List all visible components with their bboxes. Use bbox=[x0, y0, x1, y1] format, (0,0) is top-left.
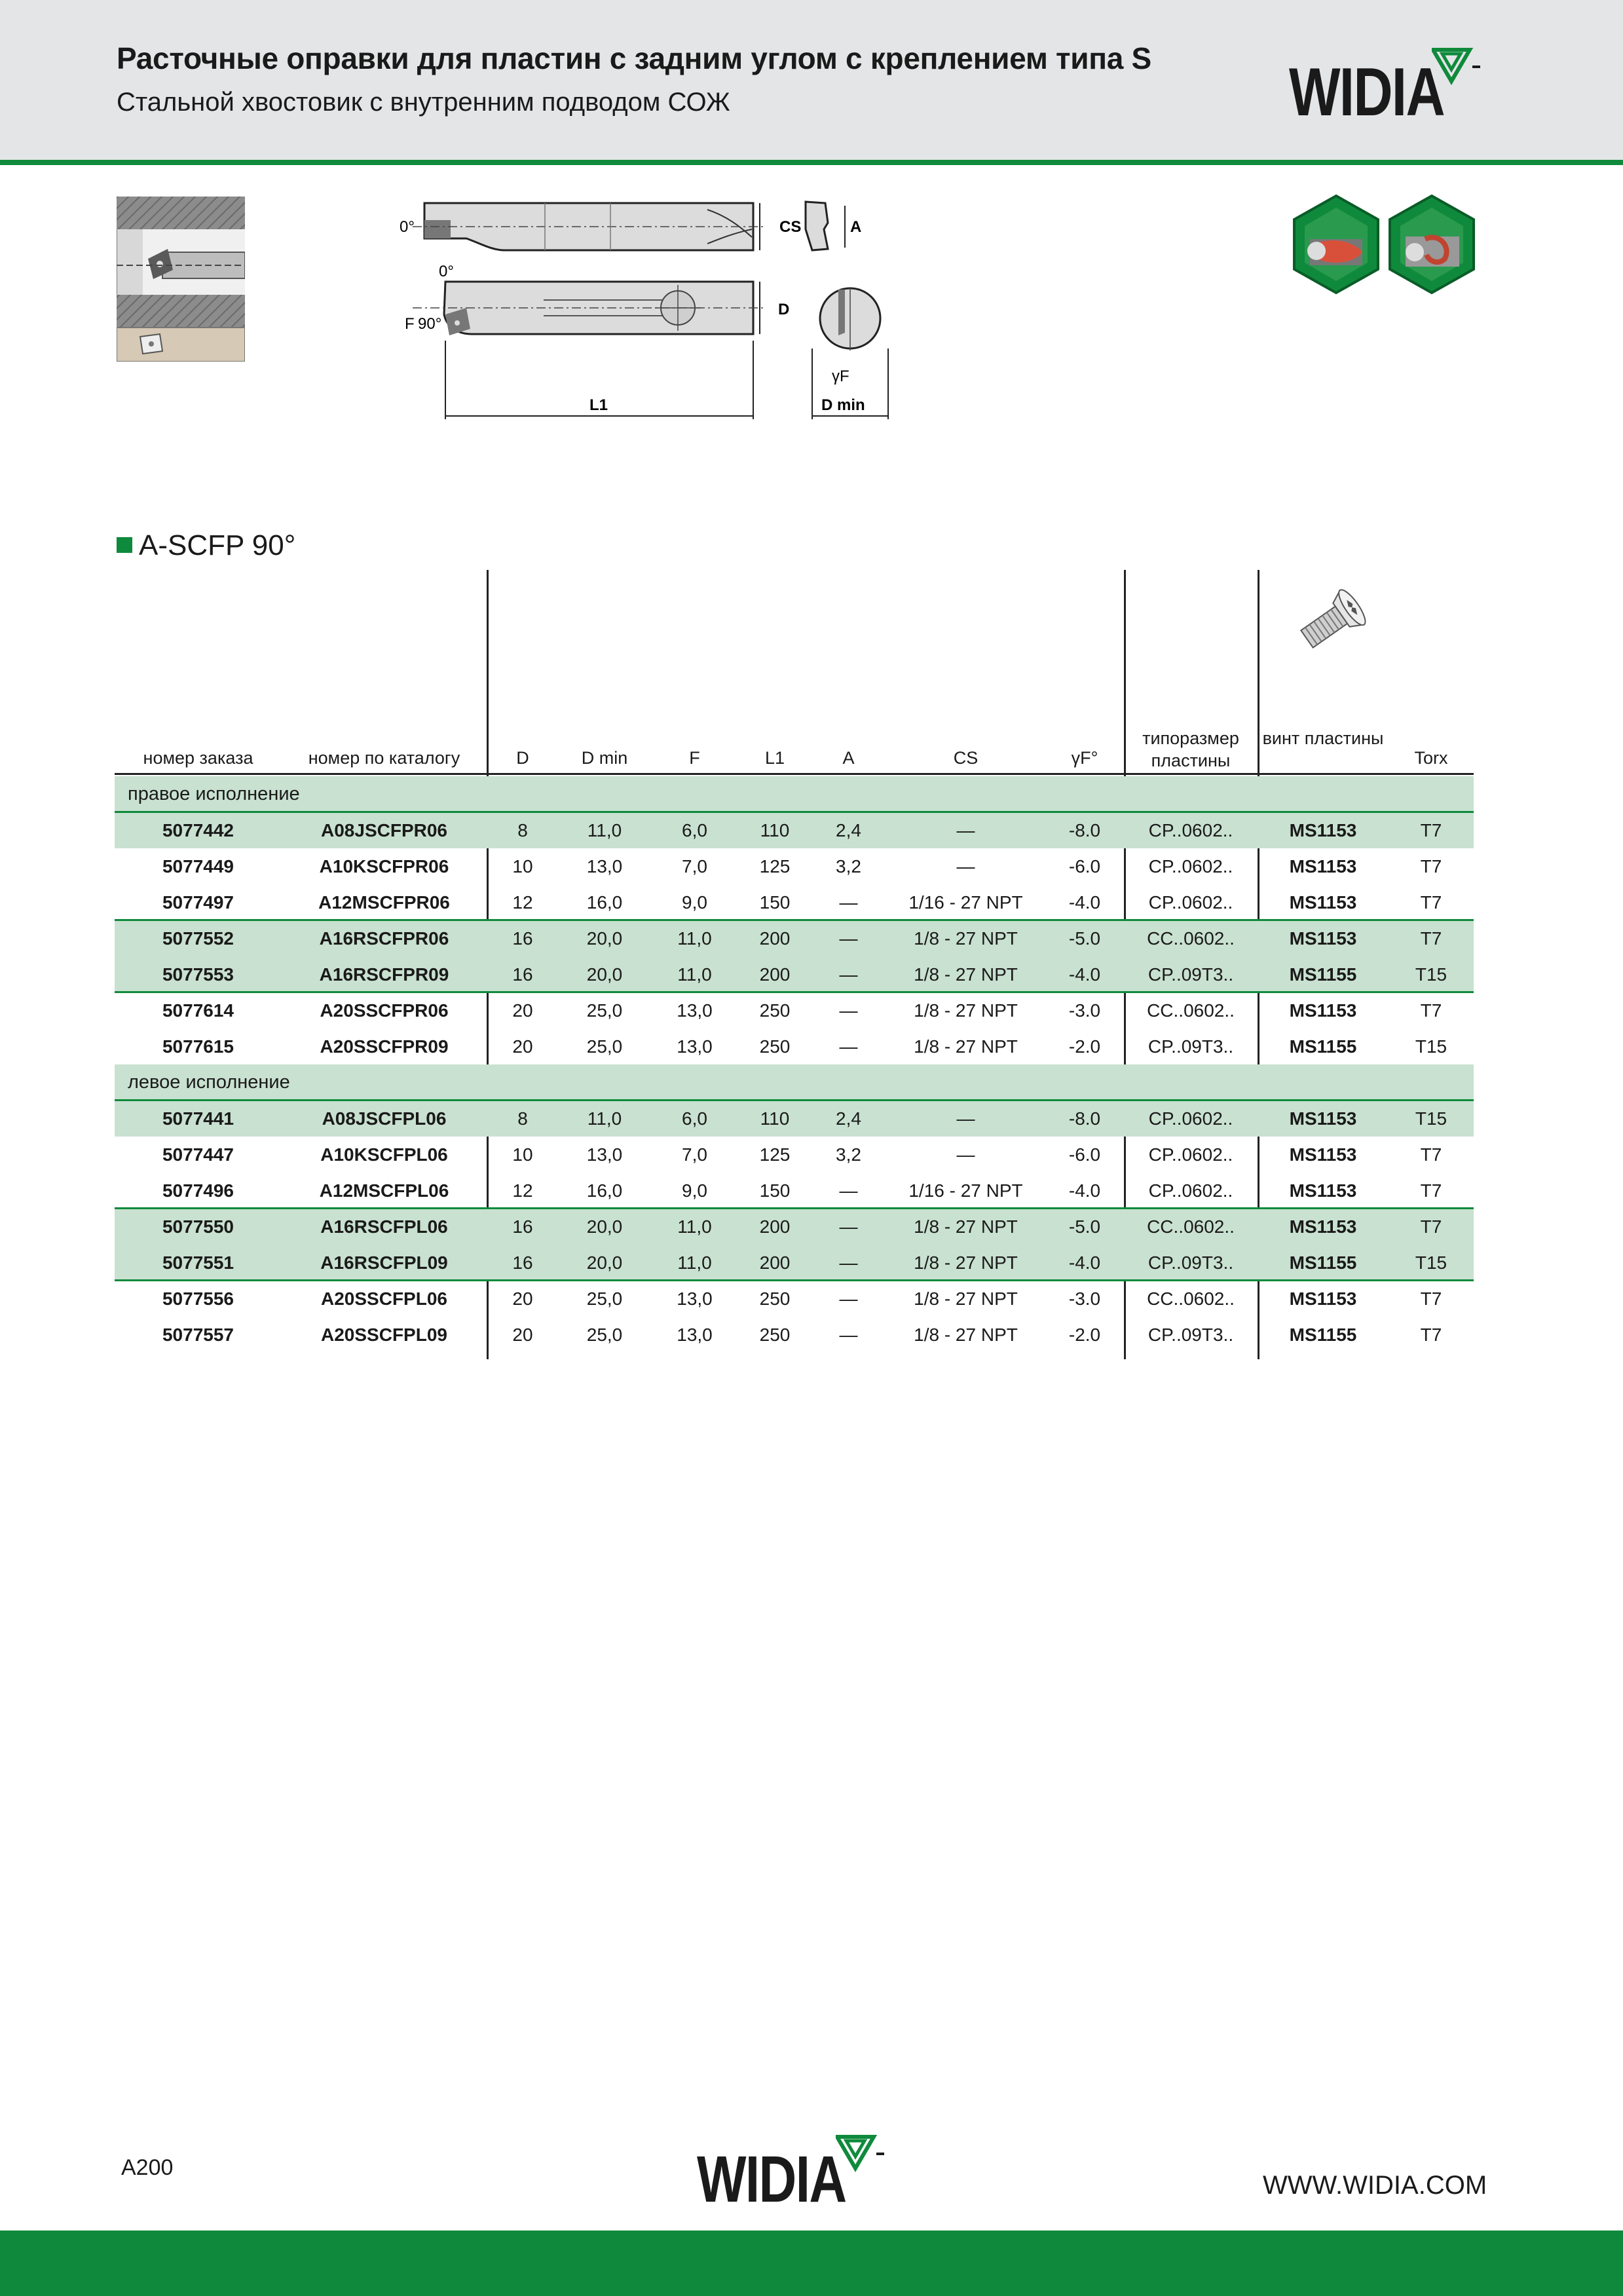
cell-d: 10 bbox=[512, 1144, 533, 1165]
cell-l1: 200 bbox=[739, 1245, 811, 1281]
cell-torx: T7 bbox=[1389, 812, 1474, 848]
dim-angle-mid: 0° bbox=[439, 263, 454, 280]
cell-torx: T15 bbox=[1389, 1245, 1474, 1281]
dim-gf: γF bbox=[832, 367, 849, 385]
cell-insert-screw: MS1153 bbox=[1258, 1101, 1389, 1137]
cell-l1: 250 bbox=[759, 1000, 791, 1021]
cell-insert-screw: MS1153 bbox=[1258, 1209, 1389, 1245]
cell-torx: T15 bbox=[1389, 956, 1474, 992]
logo-triangles-icon bbox=[1432, 47, 1484, 86]
cell-d: 20 bbox=[512, 1288, 533, 1309]
cell-insert-size: CP..0602.. bbox=[1124, 812, 1258, 848]
cell-insert-screw: MS1153 bbox=[1289, 1288, 1357, 1309]
cell-gf: -5.0 bbox=[1045, 1209, 1124, 1245]
cell-d: 12 bbox=[512, 892, 533, 913]
cell-insert-size: CC..0602.. bbox=[1147, 1000, 1235, 1021]
cell-cs: 1/8 - 27 NPT bbox=[886, 1245, 1045, 1281]
cell-order-no: 5077553 bbox=[115, 956, 282, 992]
products-table bbox=[115, 776, 1474, 1353]
cell-torx: T7 bbox=[1420, 1324, 1442, 1345]
row-group-divider bbox=[115, 1207, 1474, 1209]
cell-dmin: 20,0 bbox=[559, 956, 650, 992]
cell-a: — bbox=[811, 956, 886, 992]
table-row bbox=[115, 992, 1474, 1028]
table-row bbox=[115, 1137, 1474, 1173]
cell-insert-screw: MS1155 bbox=[1258, 1245, 1389, 1281]
cell-f: 7,0 bbox=[682, 1144, 707, 1165]
cell-cs: — bbox=[956, 1144, 975, 1165]
coolant-icon bbox=[1290, 193, 1382, 295]
cell-order-no: 5077614 bbox=[162, 1000, 234, 1021]
cell-l1: 110 bbox=[739, 1101, 811, 1137]
cell-l1: 250 bbox=[759, 1288, 791, 1309]
widia-logo bbox=[1289, 47, 1479, 130]
cell-dmin: 16,0 bbox=[586, 1180, 623, 1201]
cell-insert-screw: MS1155 bbox=[1258, 956, 1389, 992]
cell-insert-size: CP..09T3.. bbox=[1124, 956, 1258, 992]
cell-catalog-no: A10KSCFPL06 bbox=[320, 1144, 448, 1165]
cell-gf: -6.0 bbox=[1068, 856, 1101, 876]
row-group-divider bbox=[115, 1099, 1474, 1101]
cell-insert-screw: MS1153 bbox=[1258, 812, 1389, 848]
cell-gf: -3.0 bbox=[1068, 1288, 1101, 1309]
cell-torx: T7 bbox=[1420, 1180, 1442, 1201]
cell-order-no: 5077441 bbox=[115, 1101, 282, 1137]
cell-dmin: 11,0 bbox=[559, 812, 650, 848]
group-header-row bbox=[115, 1064, 1474, 1101]
dim-a: A bbox=[850, 218, 862, 236]
cell-f: 6,0 bbox=[650, 1101, 739, 1137]
col-d: D bbox=[516, 748, 529, 768]
cell-l1: 250 bbox=[759, 1036, 791, 1057]
cell-insert-screw: MS1153 bbox=[1289, 892, 1357, 913]
cell-catalog-no: A16RSCFPR06 bbox=[282, 920, 487, 956]
cell-a: — bbox=[839, 1288, 858, 1309]
col-f: F bbox=[689, 748, 700, 768]
cell-f: 13,0 bbox=[677, 1288, 713, 1309]
header-divider bbox=[0, 160, 1623, 165]
cell-insert-screw: MS1153 bbox=[1289, 1144, 1357, 1165]
cell-catalog-no: A16RSCFPL06 bbox=[282, 1209, 487, 1245]
cell-insert-size: CP..0602.. bbox=[1148, 1180, 1233, 1201]
row-group-divider bbox=[115, 991, 1474, 993]
cell-gf: -8.0 bbox=[1045, 1101, 1124, 1137]
cell-f: 11,0 bbox=[650, 956, 739, 992]
cell-order-no: 5077442 bbox=[115, 812, 282, 848]
cell-torx: T7 bbox=[1420, 1144, 1442, 1165]
group-header-row bbox=[115, 776, 1474, 812]
cell-dmin: 20,0 bbox=[559, 1209, 650, 1245]
cell-a: — bbox=[839, 892, 858, 913]
cell-f: 13,0 bbox=[677, 1000, 713, 1021]
footer-bar bbox=[0, 2230, 1623, 2296]
cell-cs: — bbox=[886, 812, 1045, 848]
group-label: левое исполнение bbox=[115, 1064, 1474, 1101]
cell-gf: -4.0 bbox=[1068, 1180, 1101, 1201]
dim-f: F bbox=[405, 315, 415, 333]
cell-f: 7,0 bbox=[682, 856, 707, 876]
cell-cs: 1/8 - 27 NPT bbox=[914, 1036, 1018, 1057]
cell-a: — bbox=[811, 1245, 886, 1281]
table-row bbox=[115, 1245, 1474, 1281]
cell-d: 8 bbox=[487, 1101, 559, 1137]
cell-gf: -8.0 bbox=[1045, 812, 1124, 848]
cell-f: 13,0 bbox=[677, 1324, 713, 1345]
tool-technical-drawing bbox=[393, 190, 891, 426]
col-gf: γF° bbox=[1071, 748, 1098, 768]
cell-dmin: 16,0 bbox=[586, 892, 623, 913]
row-group-divider bbox=[115, 1279, 1474, 1281]
table-row bbox=[115, 1173, 1474, 1209]
cell-dmin: 13,0 bbox=[586, 856, 623, 876]
table-row bbox=[115, 920, 1474, 956]
cell-dmin: 20,0 bbox=[559, 1245, 650, 1281]
table-row bbox=[115, 1281, 1474, 1317]
cell-gf: -4.0 bbox=[1068, 892, 1101, 913]
page-number: A200 bbox=[121, 2155, 174, 2180]
footer-logo-triangles-icon bbox=[836, 2134, 888, 2174]
table-row bbox=[115, 884, 1474, 920]
cell-cs: 1/8 - 27 NPT bbox=[914, 1324, 1018, 1345]
cell-dmin: 11,0 bbox=[559, 1101, 650, 1137]
cell-f: 9,0 bbox=[682, 1180, 707, 1201]
cell-insert-size: CP..0602.. bbox=[1148, 856, 1233, 876]
cell-gf: -2.0 bbox=[1068, 1036, 1101, 1057]
cell-d: 16 bbox=[487, 920, 559, 956]
cell-a: 2,4 bbox=[811, 812, 886, 848]
table-row bbox=[115, 812, 1474, 848]
cell-torx: T7 bbox=[1389, 920, 1474, 956]
cell-insert-screw: MS1153 bbox=[1289, 856, 1357, 876]
cell-insert-size: CP..0602.. bbox=[1148, 1144, 1233, 1165]
cell-insert-size: CP..0602.. bbox=[1124, 1101, 1258, 1137]
screw-icon bbox=[1277, 576, 1382, 675]
header-rule bbox=[115, 773, 1474, 775]
table-row bbox=[115, 848, 1474, 884]
cell-insert-screw: MS1155 bbox=[1289, 1036, 1357, 1057]
cell-f: 11,0 bbox=[650, 1245, 739, 1281]
cell-gf: -5.0 bbox=[1045, 920, 1124, 956]
cell-l1: 200 bbox=[739, 920, 811, 956]
cell-insert-screw: MS1153 bbox=[1289, 1000, 1357, 1021]
cell-insert-size: CP..09T3.. bbox=[1147, 1324, 1234, 1345]
dim-cs: CS bbox=[779, 218, 802, 236]
dim-angle-90: 90° bbox=[418, 315, 442, 333]
cell-catalog-no: A10KSCFPR06 bbox=[319, 856, 449, 876]
cell-dmin: 25,0 bbox=[586, 1000, 623, 1021]
dim-dmin: D min bbox=[821, 396, 865, 414]
table-row bbox=[115, 1101, 1474, 1137]
col-cs: CS bbox=[953, 748, 979, 768]
cell-catalog-no: A12MSCFPL06 bbox=[319, 1180, 449, 1201]
cell-cs: 1/8 - 27 NPT bbox=[886, 920, 1045, 956]
cell-dmin: 13,0 bbox=[586, 1144, 623, 1165]
cell-f: 6,0 bbox=[650, 812, 739, 848]
cell-cs: — bbox=[956, 856, 975, 876]
cell-gf: -3.0 bbox=[1068, 1000, 1101, 1021]
cell-f: 9,0 bbox=[682, 892, 707, 913]
cell-order-no: 5077551 bbox=[115, 1245, 282, 1281]
dim-l1: L1 bbox=[589, 396, 608, 414]
cell-gf: -4.0 bbox=[1045, 1245, 1124, 1281]
cell-f: 13,0 bbox=[677, 1036, 713, 1057]
col-l1: L1 bbox=[764, 748, 785, 768]
dim-d: D bbox=[778, 301, 790, 318]
thread-coolant-icon bbox=[1386, 193, 1478, 295]
cell-order-no: 5077550 bbox=[115, 1209, 282, 1245]
footer-logo bbox=[697, 2134, 893, 2216]
cell-torx: T7 bbox=[1420, 856, 1442, 876]
cell-d: 16 bbox=[487, 1245, 559, 1281]
cell-a: — bbox=[839, 1180, 858, 1201]
group-label: правое исполнение bbox=[115, 776, 1474, 812]
cell-l1: 150 bbox=[759, 1180, 791, 1201]
cell-a: — bbox=[811, 1209, 886, 1245]
cell-insert-size: CC..0602.. bbox=[1124, 1209, 1258, 1245]
col-dmin: D min bbox=[581, 748, 628, 768]
col-torx: Torx bbox=[1414, 748, 1448, 768]
cell-torx: T7 bbox=[1389, 1209, 1474, 1245]
cell-catalog-no: A16RSCFPR09 bbox=[282, 956, 487, 992]
cell-gf: -2.0 bbox=[1068, 1324, 1101, 1345]
cell-cs: 1/8 - 27 NPT bbox=[886, 1209, 1045, 1245]
cell-order-no: 5077552 bbox=[115, 920, 282, 956]
cell-l1: 200 bbox=[739, 956, 811, 992]
cell-d: 10 bbox=[512, 856, 533, 876]
table-row bbox=[115, 1209, 1474, 1245]
cell-torx: T15 bbox=[1389, 1101, 1474, 1137]
dim-angle-top: 0° bbox=[400, 218, 415, 236]
cell-cs: 1/16 - 27 NPT bbox=[908, 892, 1023, 913]
cell-catalog-no: A20SSCFPL06 bbox=[321, 1288, 447, 1309]
cell-d: 8 bbox=[487, 812, 559, 848]
cell-insert-screw: MS1153 bbox=[1258, 920, 1389, 956]
cell-cs: 1/16 - 27 NPT bbox=[908, 1180, 1023, 1201]
cell-catalog-no: A20SSCFPL09 bbox=[321, 1324, 447, 1345]
cell-torx: T7 bbox=[1420, 1288, 1442, 1309]
col-a: A bbox=[842, 748, 855, 768]
cell-d: 20 bbox=[512, 1036, 533, 1057]
cell-catalog-no: A20SSCFPR06 bbox=[320, 1000, 449, 1021]
cell-insert-size: CP..09T3.. bbox=[1124, 1245, 1258, 1281]
cell-l1: 125 bbox=[759, 856, 791, 876]
table-row bbox=[115, 956, 1474, 992]
cell-a: — bbox=[839, 1000, 858, 1021]
cell-a: 2,4 bbox=[811, 1101, 886, 1137]
row-group-divider bbox=[115, 919, 1474, 921]
cell-a: — bbox=[839, 1324, 858, 1345]
cell-d: 16 bbox=[487, 956, 559, 992]
cell-a: 3,2 bbox=[836, 856, 861, 876]
logo-text: WIDIA bbox=[1289, 54, 1444, 130]
cell-order-no: 5077447 bbox=[162, 1144, 234, 1165]
cell-order-no: 5077615 bbox=[162, 1036, 234, 1057]
cell-f: 11,0 bbox=[650, 1209, 739, 1245]
cell-cs: 1/8 - 27 NPT bbox=[914, 1288, 1018, 1309]
cell-dmin: 20,0 bbox=[559, 920, 650, 956]
cell-l1: 200 bbox=[739, 1209, 811, 1245]
cell-l1: 150 bbox=[759, 892, 791, 913]
col-insert-screw: винт пластины bbox=[1262, 728, 1384, 748]
cell-insert-screw: MS1155 bbox=[1289, 1324, 1357, 1345]
cell-dmin: 25,0 bbox=[586, 1036, 623, 1057]
cell-catalog-no: A12MSCFPR06 bbox=[318, 892, 450, 913]
cell-insert-screw: MS1153 bbox=[1289, 1180, 1357, 1201]
cell-insert-size: CC..0602.. bbox=[1147, 1288, 1235, 1309]
cell-order-no: 5077557 bbox=[162, 1324, 234, 1345]
cell-d: 16 bbox=[487, 1209, 559, 1245]
cell-torx: T7 bbox=[1420, 892, 1442, 913]
cell-order-no: 5077556 bbox=[162, 1288, 234, 1309]
cell-cs: 1/8 - 27 NPT bbox=[914, 1000, 1018, 1021]
cell-catalog-no: A08JSCFPL06 bbox=[282, 1101, 487, 1137]
cell-dmin: 25,0 bbox=[586, 1324, 623, 1345]
cell-order-no: 5077497 bbox=[162, 892, 234, 913]
section-title: A-SCFP 90° bbox=[139, 529, 296, 561]
col-catalog-no: номер по каталогу bbox=[308, 748, 460, 768]
cell-order-no: 5077449 bbox=[162, 856, 234, 876]
cell-d: 20 bbox=[512, 1000, 533, 1021]
page-title: Расточные оправки для пластин с задним углом с креплением типа S bbox=[117, 41, 1151, 75]
boring-section-image bbox=[117, 197, 245, 362]
cell-l1: 250 bbox=[759, 1324, 791, 1345]
cell-insert-size: CP..09T3.. bbox=[1147, 1036, 1234, 1057]
cell-catalog-no: A16RSCFPL09 bbox=[282, 1245, 487, 1281]
cell-a: — bbox=[839, 1036, 858, 1057]
cell-insert-size: CP..0602.. bbox=[1148, 892, 1233, 913]
cell-cs: — bbox=[886, 1101, 1045, 1137]
cell-torx: T7 bbox=[1420, 1000, 1442, 1021]
footer-logo-text: WIDIA bbox=[697, 2143, 846, 2216]
website-url[interactable]: WWW.WIDIA.COM bbox=[1263, 2171, 1487, 2200]
cell-gf: -4.0 bbox=[1045, 956, 1124, 992]
col-insert-size: типоразмер пластины bbox=[1142, 728, 1239, 770]
cell-gf: -6.0 bbox=[1068, 1144, 1101, 1165]
cell-l1: 125 bbox=[759, 1144, 791, 1165]
cell-l1: 110 bbox=[739, 812, 811, 848]
cell-f: 11,0 bbox=[650, 920, 739, 956]
cell-catalog-no: A08JSCFPR06 bbox=[282, 812, 487, 848]
cell-torx: T15 bbox=[1415, 1036, 1447, 1057]
table-row bbox=[115, 1317, 1474, 1353]
cell-d: 20 bbox=[512, 1324, 533, 1345]
cell-a: — bbox=[811, 920, 886, 956]
cell-dmin: 25,0 bbox=[586, 1288, 623, 1309]
col-order-no: номер заказа bbox=[143, 748, 253, 768]
cell-cs: 1/8 - 27 NPT bbox=[886, 956, 1045, 992]
cell-order-no: 5077496 bbox=[162, 1180, 234, 1201]
cell-d: 12 bbox=[512, 1180, 533, 1201]
cell-catalog-no: A20SSCFPR09 bbox=[320, 1036, 449, 1057]
cell-a: 3,2 bbox=[836, 1144, 861, 1165]
cell-insert-size: CC..0602.. bbox=[1124, 920, 1258, 956]
page-subtitle: Стальной хвостовик с внутренним подводом СОЖ bbox=[117, 88, 730, 117]
table-row bbox=[115, 1028, 1474, 1064]
row-group-divider bbox=[115, 811, 1474, 813]
